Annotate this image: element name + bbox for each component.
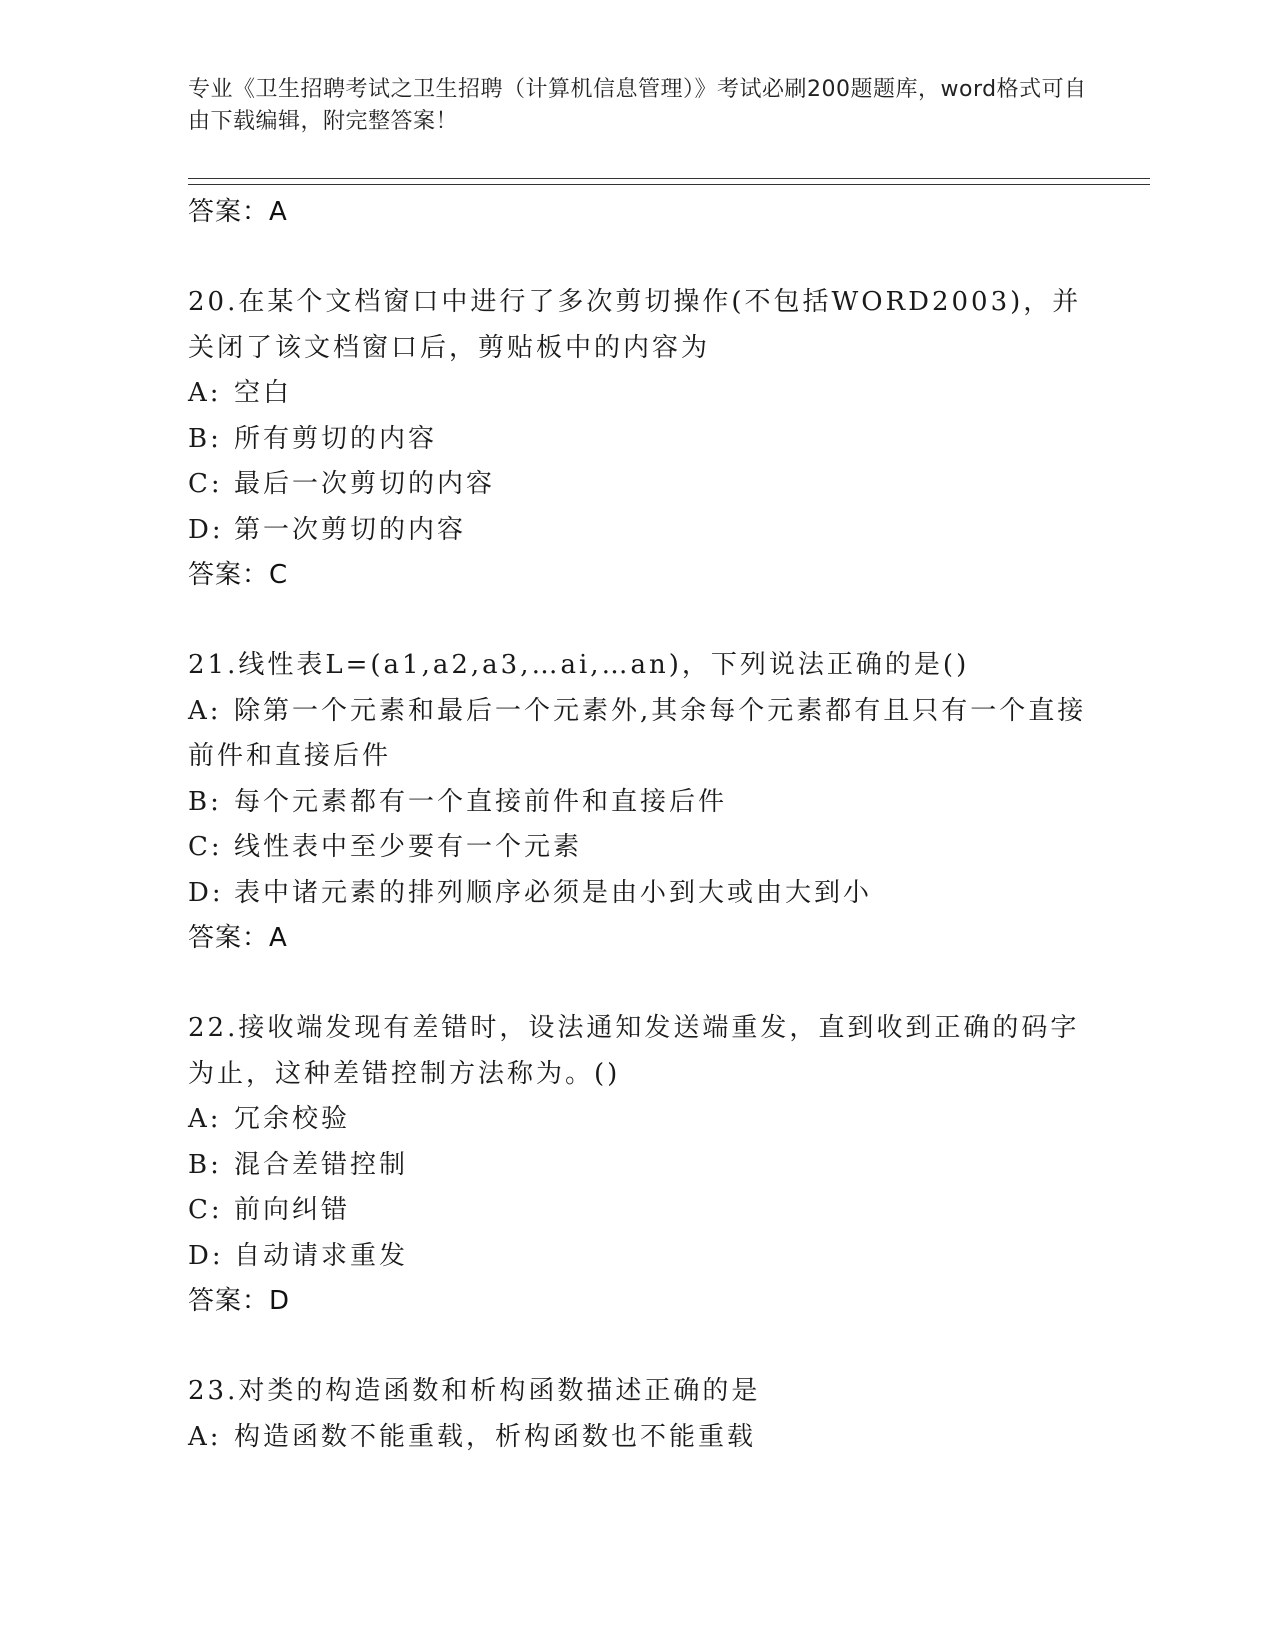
option-letter: C: [188,1195,223,1225]
option-letter: C: [188,832,223,862]
option-a [188,689,1088,780]
question-stem: 22.接收端发现有差错时，设法通知发送端重发，直到收到正确的码字为止，这种差错控制方法称为。() [188,1013,1080,1089]
option-d [188,1234,1088,1280]
question-stem: 21.线性表L=(a1,a2,a3,…ai,…an)，下列说法正确的是() [188,650,970,680]
option-text: 自动请求重发 [234,1240,409,1271]
option-letter: B: [188,1149,222,1180]
option-d [188,508,1088,554]
answer-line: 答案：D [188,1286,291,1316]
option-text: 最后一次剪切的内容 [234,469,496,499]
option-a [188,1097,1088,1143]
option-letter: A: [188,1421,222,1452]
question-20 [188,280,1088,597]
question-stem: 23.对类的构造函数和析构函数描述正确的是 [188,1376,761,1406]
option-text: 空白 [234,378,293,408]
option-c [188,1188,1088,1234]
option-letter: B: [188,786,222,817]
question-list [188,190,1088,1506]
option-letter: A: [188,695,222,726]
option-a [188,371,1088,417]
option-text: 除第一个元素和最后一个元素外,其余每个元素都有且只有一个直接前件和直接后件 [188,695,1087,771]
option-a [188,1415,1088,1461]
option-letter: D: [188,1240,224,1271]
question-23 [188,1369,1088,1460]
option-text: 冗余校验 [234,1104,351,1134]
answer-line: 答案：C [188,560,289,590]
option-text: 每个元素都有一个直接前件和直接后件 [234,786,728,817]
option-text: 线性表中至少要有一个元素 [234,832,583,862]
header-divider-bottom [188,184,1150,185]
question-stem: 20.在某个文档窗口中进行了多次剪切操作(不包括WORD2003)，并关闭了该文档窗口后，剪贴板中的内容为 [188,287,1082,363]
question-22 [188,1006,1088,1323]
option-b [188,780,1088,826]
option-letter: D: [188,877,224,908]
option-letter: A: [188,378,222,408]
option-letter: A: [188,1104,222,1134]
option-text: 所有剪切的内容 [234,423,438,454]
option-letter: C: [188,469,223,499]
option-letter: B: [188,423,222,454]
option-text: 表中诸元素的排列顺序必须是由小到大或由大到小 [234,877,873,908]
option-b [188,417,1088,463]
option-d [188,871,1088,917]
document-header: 专业《卫生招聘考试之卫生招聘（计算机信息管理）》考试必刷200题题库，word格式可自由下载编辑，附完整答案！ [188,77,1087,134]
option-text: 混合差错控制 [234,1149,409,1180]
option-c [188,825,1088,871]
option-letter: D: [188,514,224,545]
option-b [188,1143,1088,1189]
answer-line: 答案：A [188,197,288,227]
option-c [188,462,1088,508]
option-text: 构造函数不能重载，析构函数也不能重载 [234,1421,757,1452]
question-21 [188,643,1088,960]
header-divider-top [188,178,1150,179]
option-text: 第一次剪切的内容 [234,514,467,545]
option-text: 前向纠错 [234,1195,351,1225]
answer-line: 答案：A [188,923,288,953]
